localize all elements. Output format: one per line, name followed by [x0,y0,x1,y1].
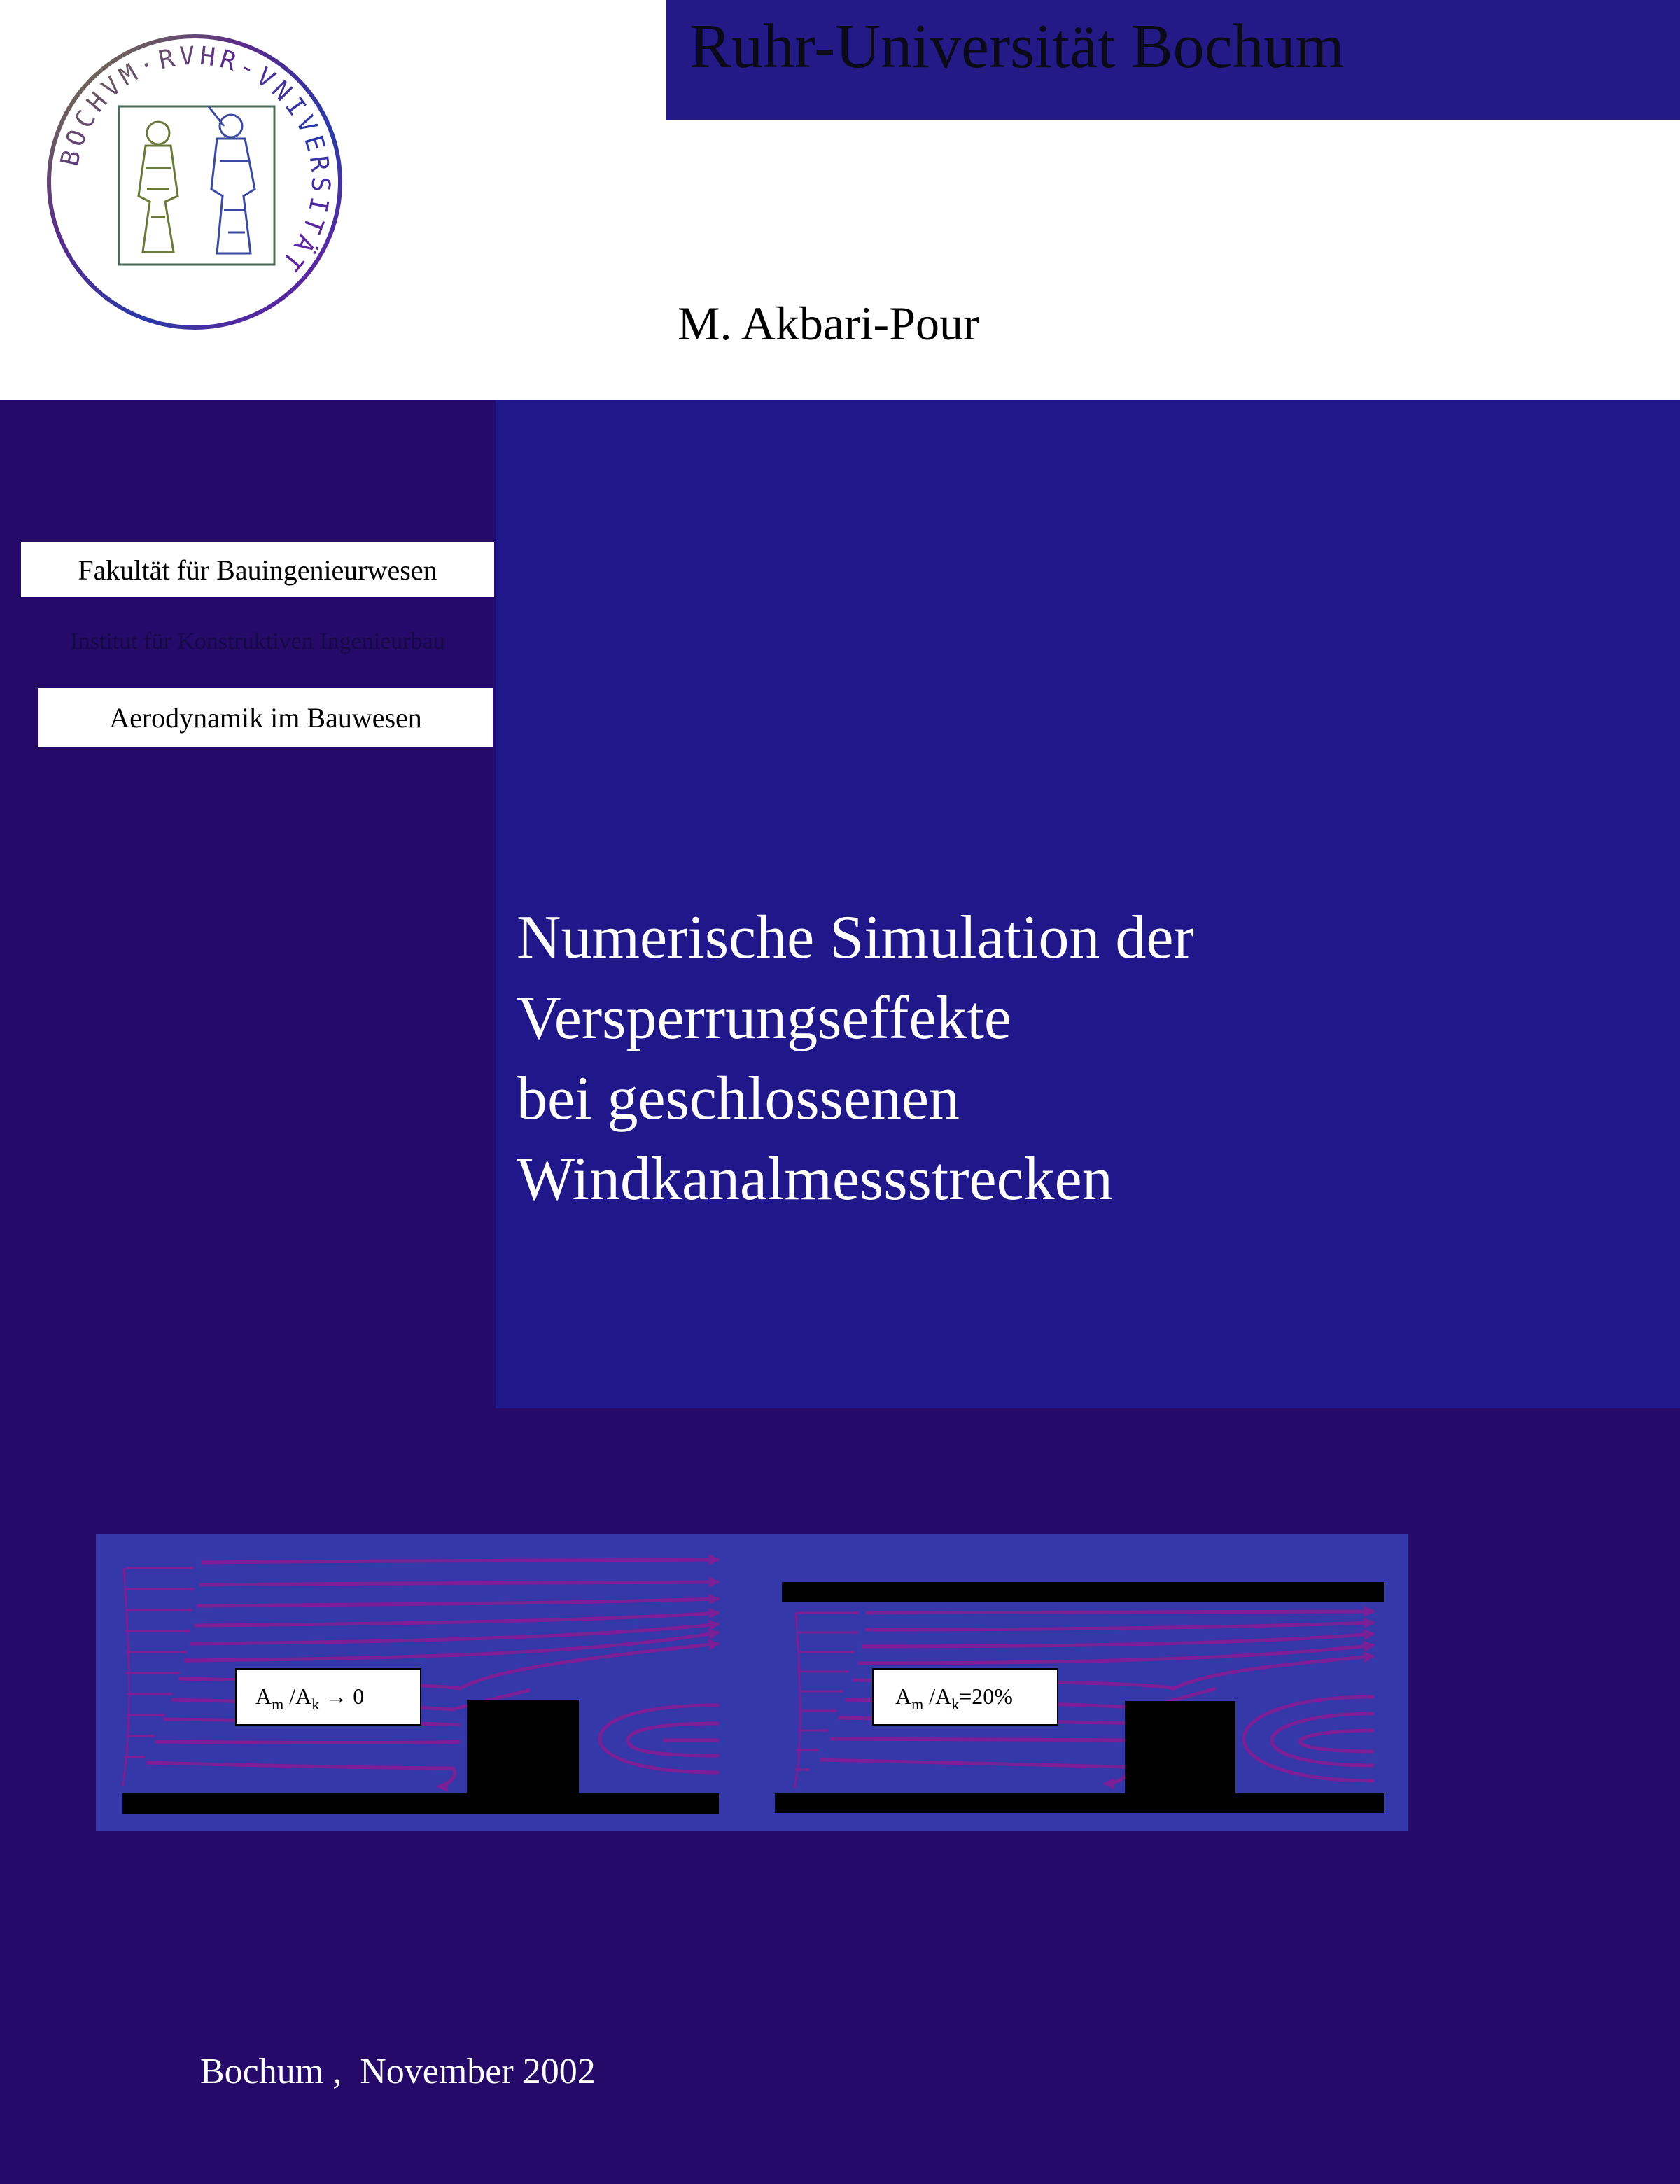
document-title [517,897,1194,1219]
tunnel-floor [775,1793,1384,1813]
tunnel-floor [122,1793,719,1814]
tunnel-ceiling [782,1582,1384,1602]
title-line: Numerische Simulation der [517,904,1194,972]
title-line: Versperrungseffekte [517,984,1011,1052]
flow-diagram-figure [96,1534,1408,1831]
author-name: M. Akbari-Pour [678,297,979,350]
institute-label: Institut für Konstruktiven Ingenieurbau [70,629,445,654]
department-label: Aerodynamik im Bauwesen [38,688,493,747]
title-line: Windkanalmessstrecken [517,1145,1113,1213]
title-line: bei geschlossenen [517,1065,960,1133]
university-seal-logo [41,28,349,336]
faculty-label: Fakultät für Bauingenieurwesen [21,542,494,597]
ratio-label-unconfined: $A_m$ $/A_k \to 0$ [255,1684,365,1713]
place-and-date: Bochum , November 2002 [200,2052,596,2092]
svg-text:BOCHVM·RVHR-VNIVERSITÄT: BOCHVM·RVHR-VNIVERSITÄT [55,41,335,279]
building-model-block [1125,1701,1236,1795]
ratio-label-confined: $A_m$ $/A_k=20\%$ [895,1684,1013,1713]
building-model-block [467,1700,579,1795]
university-name: Ruhr-Universität Bochum [690,12,1345,81]
